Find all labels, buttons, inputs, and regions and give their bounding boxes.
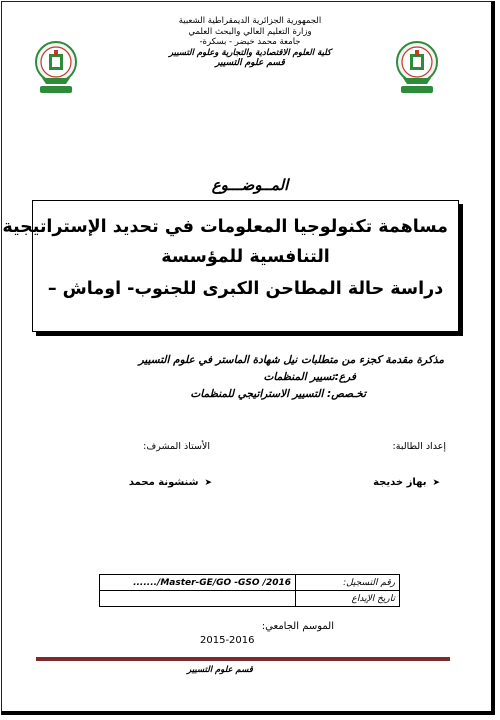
student-label: إعداد الطالبة: [392,441,446,452]
student-name: بهاز خديجة [373,477,427,488]
thesis-title-line-3: دراسة حالة المطاحن الكبرى للجنوب- اوماش – [47,279,444,299]
academic-year [200,620,334,648]
registration-number-value: ......./Master-GE/GO -GSO /2016 [100,575,296,591]
memo-branch-line: فرع:تسيير المنظمات [263,371,356,383]
header-department: قسم علوم التسيير [215,58,285,68]
subject-label: المــوضـــوع [211,176,289,194]
deposit-date-label: تاريخ الإيداع [296,591,400,607]
university-seal-icon [395,38,439,98]
student-entry [373,477,440,488]
thesis-title-box [2,200,459,332]
registration-number-label: رقم التسجيل: [296,575,400,591]
header-republic: الجمهورية الجزائرية الديمقراطية الشعبية [178,16,322,26]
header-university: جامعة محمد خيضر - بسكرة- [199,37,301,47]
supervisor-label: الأستاذ المشرف: [143,441,210,452]
memo-degree-line: مذكرة مقدمة كجزء من متطلبات نيل شهادة الماستر في علوم التسيير [138,354,444,366]
arrow-bullet-icon: ➤ [432,478,440,488]
university-seal-icon [34,38,78,98]
university-logo-left [34,38,78,98]
institution-header [120,16,380,69]
arrow-bullet-icon: ➤ [204,478,212,488]
supervisor-entry [129,477,212,488]
thesis-title-line-2: التنافسية للمؤسسة [161,247,330,267]
deposit-date-value [100,591,296,607]
registration-table [99,574,400,607]
footer-divider [36,657,450,661]
academic-year-value: 2015-2016 [200,635,255,646]
supervisor-name: شنشونة محمد [128,477,199,488]
footer-department: قسم علوم التسيير [187,665,253,675]
header-faculty: كلية العلوم الاقتصادية والتجارية وعلوم التسيير [168,47,332,58]
academic-year-label: الموسم الجامعي: [261,621,334,632]
header-ministry: وزارة التعليم العالي والبحث العلمي [188,26,312,37]
table-row [100,591,400,607]
thesis-title-line-1: مساهمة تكنولوجيا المعلومات في تحديد الإستراتيجية [2,217,448,237]
university-logo-right [395,38,439,98]
memo-description [44,352,444,403]
table-row [100,575,400,591]
memo-specialty-line: تخـصص: التسيير الاستراتيجي للمنظمات [190,388,366,400]
